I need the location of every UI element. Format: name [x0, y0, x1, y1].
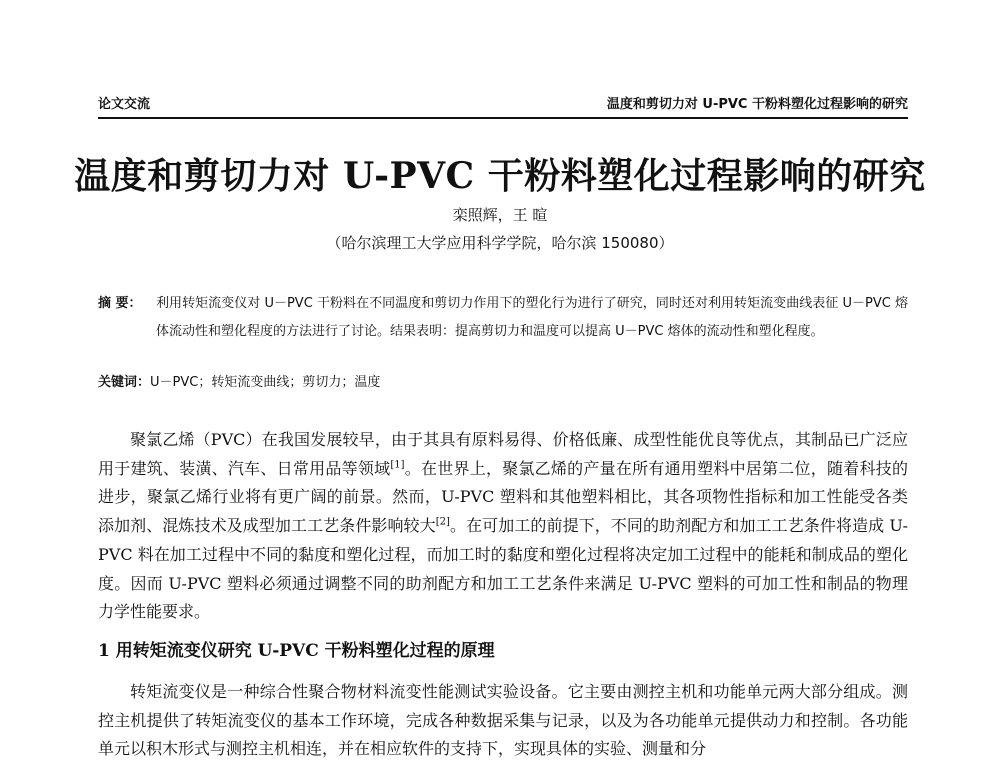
abstract-label: 摘 要：	[98, 296, 142, 311]
keywords	[98, 372, 908, 394]
intro-paragraph	[98, 426, 908, 627]
paper-affiliation: （哈尔滨理工大学应用科学学院，哈尔滨 150080）	[326, 234, 674, 252]
intro-text-part3: 。在可加工的前提下，不同的助剂配方和加工工艺条件将造成 U-PVC 料在加工过程中不同的黏度和塑化过程，而加工时的黏度和塑化过程将决定加工过程中的能耗和制成品的塑化度。因而 U-PVC 塑料必须通过调整不同的助剂配方和加工工艺条件来满足 U-PVC 塑料的可加工性和制品的物理力学性能要求。	[98, 516, 908, 622]
section-1-paragraph: 转矩流变仪是一种综合性聚合物材料流变性能测试实验设备。它主要由测控主机和功能单元两大部分组成。测控主机提供了转矩流变仪的基本工作环境，完成各种数据采集与记录，以及为各功能单元提供动力和控制。各功能单元以积木形式与测控主机相连，并在相应软件的支持下，实现具体的实验、测量和分	[98, 682, 908, 759]
header-article-title: 温度和剪切力对 U-PVC 干粉料塑化过程影响的研究	[606, 97, 908, 112]
abstract	[98, 290, 908, 346]
paper-title: 温度和剪切力对 U-PVC 干粉料塑化过程影响的研究	[74, 155, 926, 197]
running-header	[98, 93, 908, 117]
intro-text-part2: 。在世界上，聚氯乙烯的产量在所有通用塑料中居第二位，随着科技的进步，聚氯乙烯行业将有更广阔的前景。然而，U-PVC 塑料和其他塑料相比，其各项物性指标和加工性能受各类添加剂、混炼技术及成型加工工艺条件影响较大	[98, 458, 908, 536]
intro-text-part1: 聚氯乙烯（PVC）在我国发展较早，由于其具有原料易得、价格低廉、成型性能优良等优点，其制品已广泛应用于建筑、装潢、汽车、日常用品等领域	[98, 430, 908, 478]
section-1-heading: 1 用转矩流变仪研究 U-PVC 干粉料塑化过程的原理	[98, 641, 495, 661]
citation-1: [1]	[390, 459, 405, 471]
keywords-label: 关键词：	[98, 375, 151, 390]
abstract-text: 利用转矩流变仪对 U－PVC 干粉料在不同温度和剪切力作用下的塑化行为进行了研究，同时还对利用转矩流变曲线表征 U－PVC 熔体流动性和塑化程度的方法进行了讨论。结果表明：提高剪切力和温度可以提高 U－PVC 熔体的流动性和塑化程度。	[156, 296, 908, 339]
paper-authors: 栾照辉，王 暄	[452, 206, 548, 224]
header-section-label: 论文交流	[98, 97, 151, 112]
header-rule	[98, 117, 908, 119]
keywords-text: U－PVC；转矩流变曲线；剪切力；温度	[150, 375, 381, 390]
citation-2: [2]	[435, 516, 450, 528]
